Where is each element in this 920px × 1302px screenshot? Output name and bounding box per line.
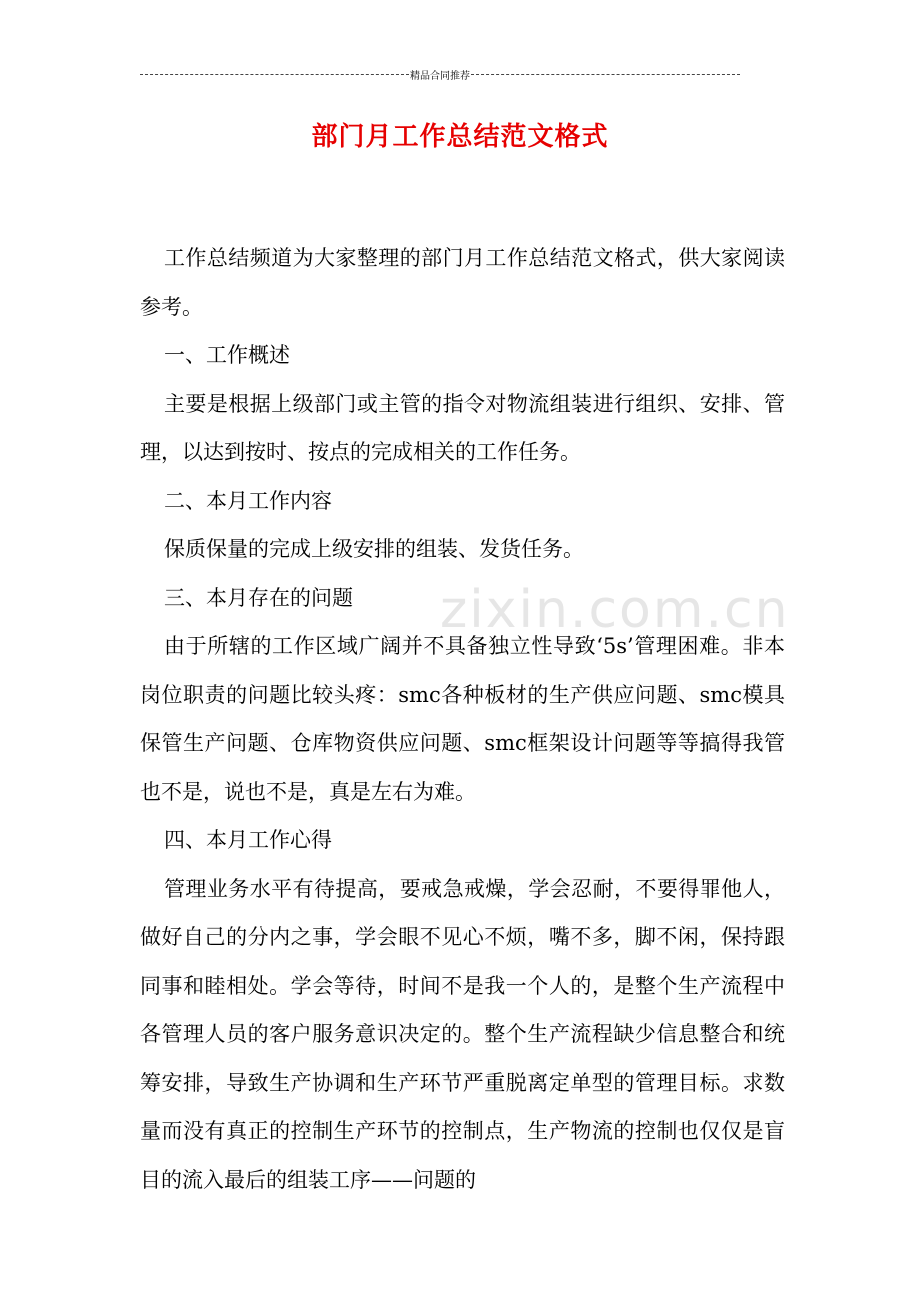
header-divider [140, 66, 740, 82]
paragraph-content: 保质保量的完成上级安排的组装、发货任务。 [164, 537, 584, 561]
header-dash-left [140, 74, 409, 75]
paragraph-intro: 工作总结频道为大家整理的部门月工作总结范文格式，供大家阅读参考。 [140, 246, 785, 319]
paragraph-problems: 由于所辖的工作区域广阔并不具备独立性导致‘5s’管理困难。非本岗位职责的问题比较头疼：smc各种板材的生产供应问题、smc模具保管生产问题、仓库物资供应问题、smc框架设计问题等等搞得我管也不是，说也不是，真是左右为难。 [140, 634, 785, 804]
document-title: 部门月工作总结范文格式 [311, 122, 609, 152]
header-dash-right [471, 74, 740, 75]
paragraph-insights: 管理业务水平有待提高，要戒急戒燥，学会忍耐，不要得罪他人，做好自己的分内之事，学会眼不见心不烦，嘴不多，脚不闲，保持跟同事和睦相处。学会等待，时间不是我一个人的，是整个生产流程中各管理人员的客户服务意识决定的。整个生产流程缺少信息整合和统筹安排，导致生产协调和生产环节严重脱离定单型的管理目标。求数量而没有真正的控制生产环节的控制点，生产物流的控制也仅仅是盲目的流入最后的组装工序——问题的 [140, 876, 785, 1192]
heading-overview: 一、工作概述 [164, 343, 290, 367]
heading-insights: 四、本月工作心得 [164, 828, 332, 852]
paragraph-overview: 主要是根据上级部门或主管的指令对物流组装进行组织、安排、管理，以达到按时、按点的完成相关的工作任务。 [140, 391, 785, 464]
header-label: 精品合同推荐 [410, 70, 470, 82]
heading-content: 二、本月工作内容 [164, 488, 332, 513]
watermark: zixin.com.cn [440, 580, 790, 640]
document-body [140, 234, 785, 1204]
heading-problems: 三、本月存在的问题 [164, 585, 353, 610]
